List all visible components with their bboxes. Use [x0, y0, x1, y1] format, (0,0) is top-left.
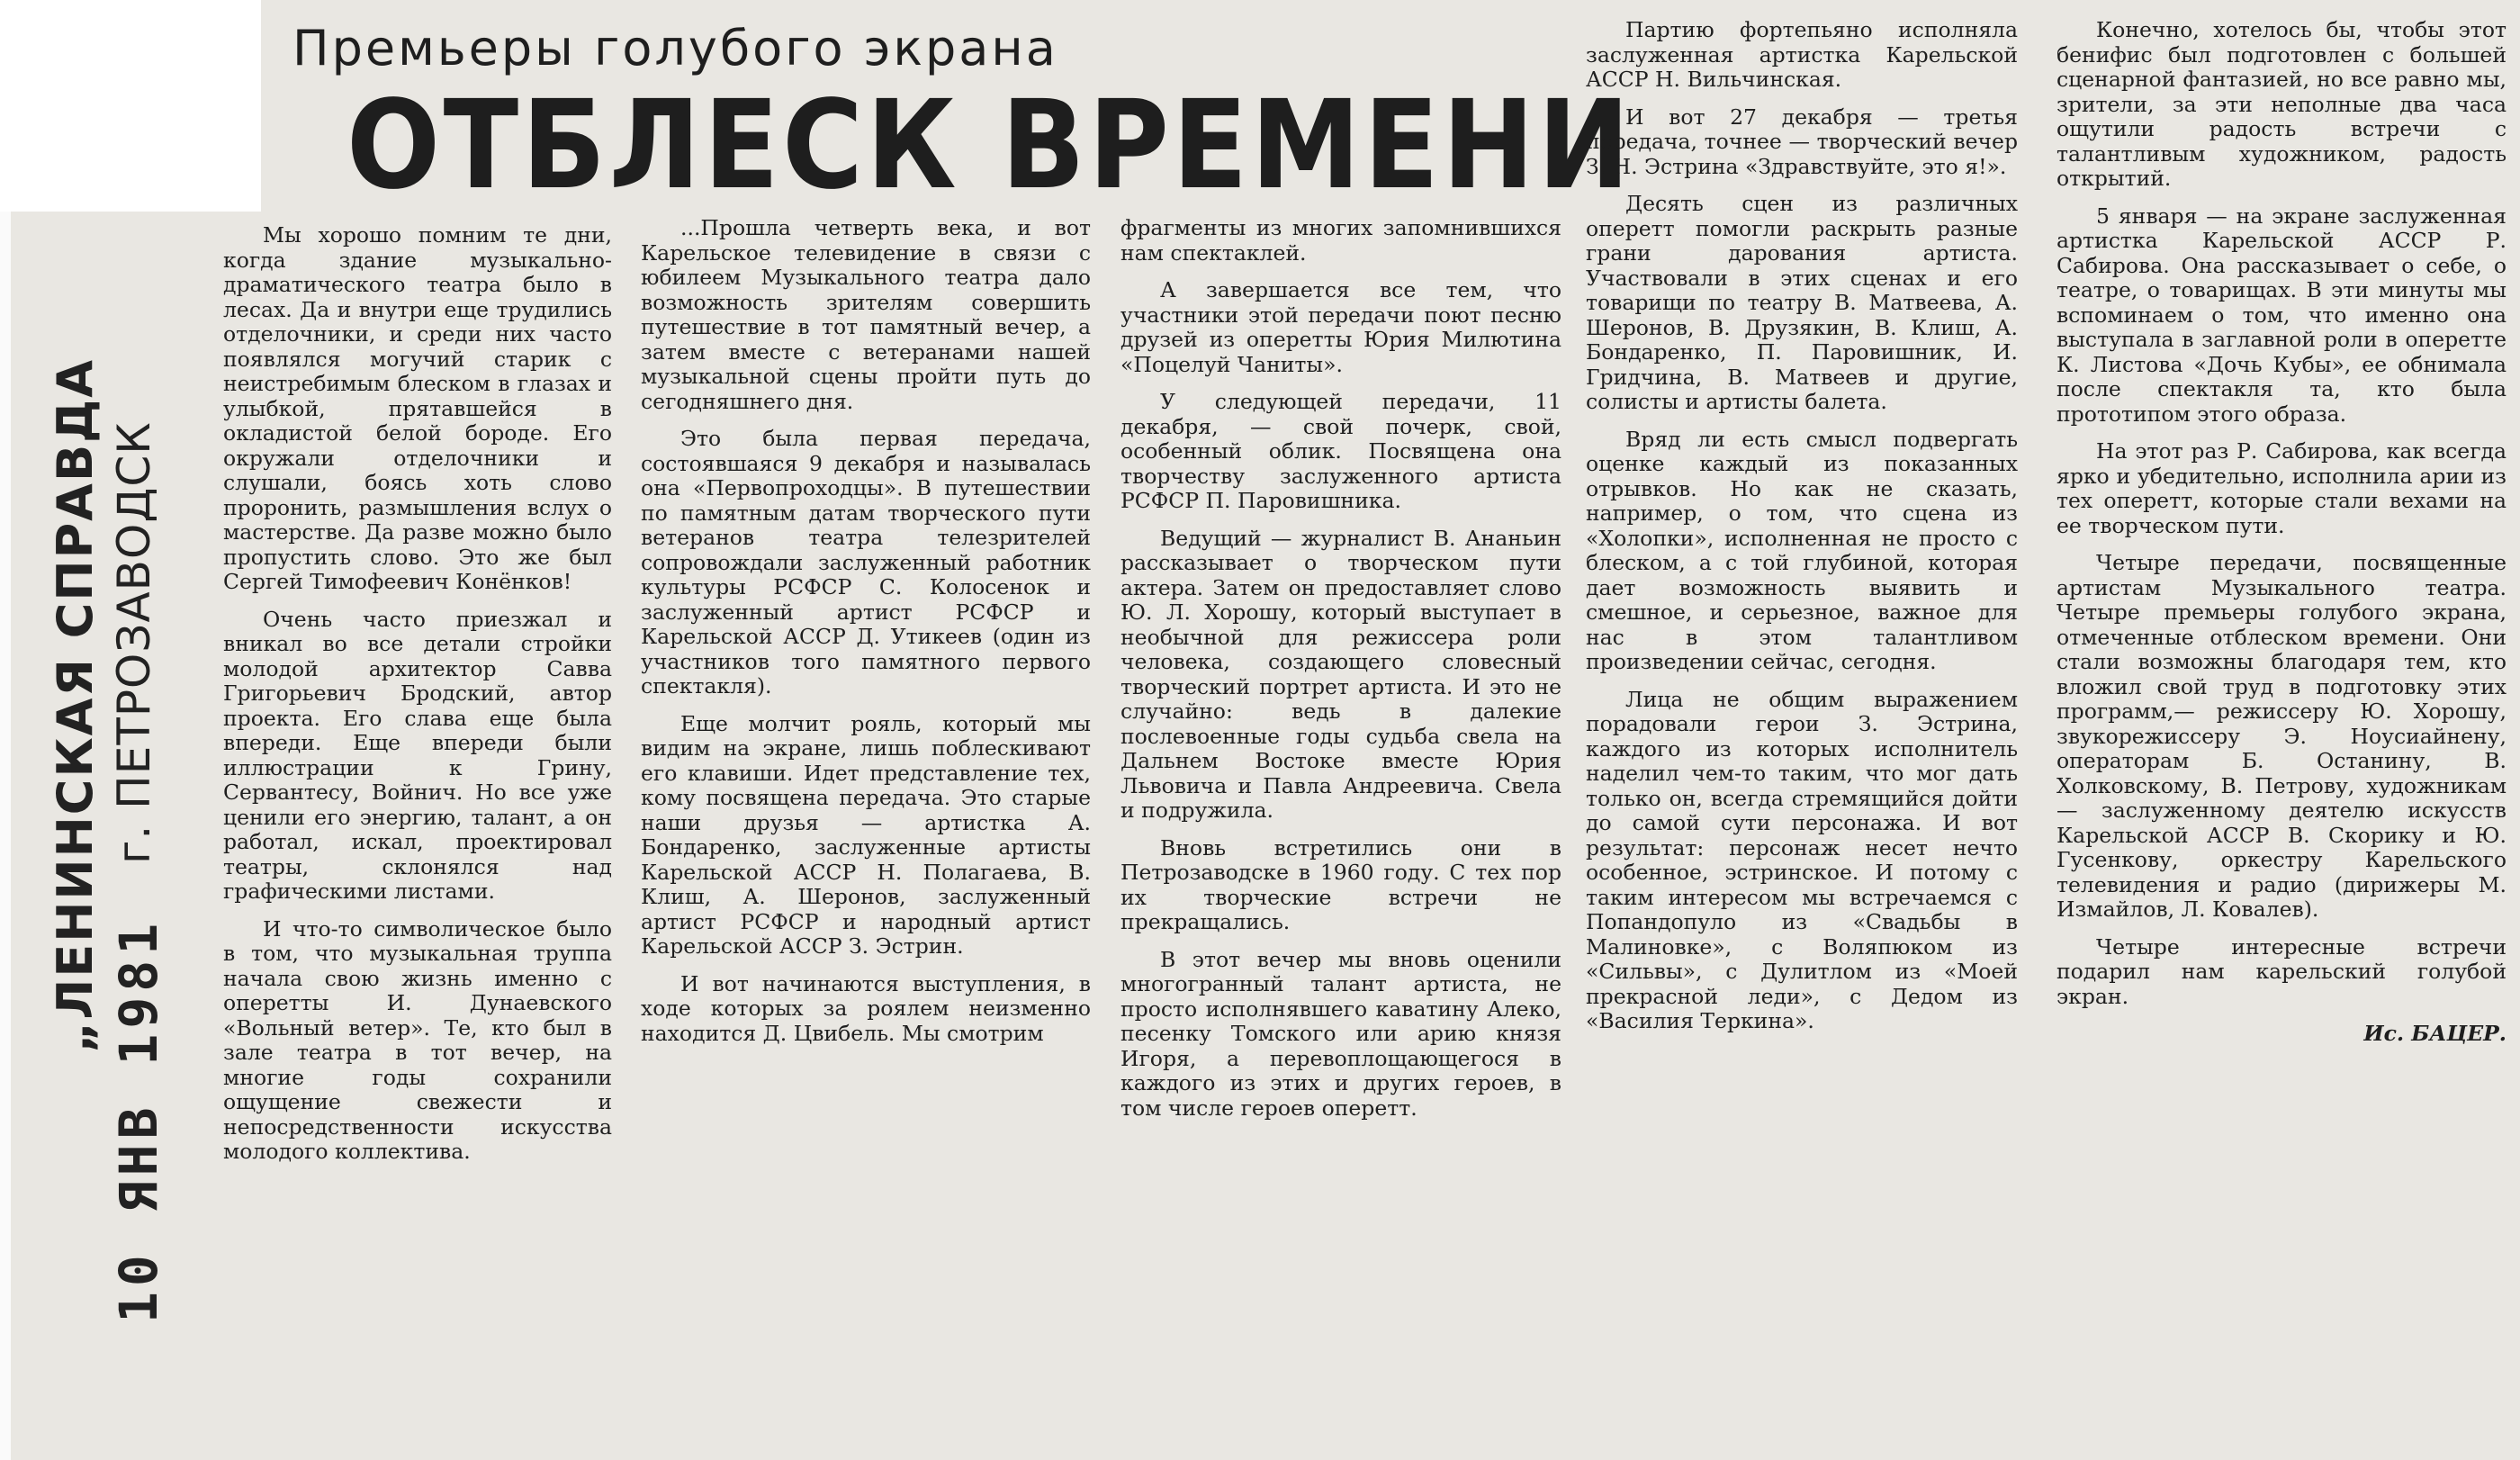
column-3-paragraph-1: фрагменты из многих запомнившихся нам спектаклей. [1120, 216, 1562, 266]
column-5-paragraph-4: Четыре передачи, посвященные артистам Музыкального театра. Четыре премьеры голубого экрана, отмеченные отблеском времени. Они стали возможны благодаря тем, кто вложил свой труд в подготовку этих программ,— режиссеру Ю. Хорошу, звукорежиссеру Э. Ноусиайнену, операторам Б. Останину, В. Холковскому, В. Петрову, художникам — заслуженному деятелю искусств Карельской АССР В. Скорику и Ю. Гусенкову, оркестру Карельского телевидения и радио (дирижеры М. Измайлов, Л. Ковалев). [2056, 550, 2506, 922]
column-1-paragraph-2: Очень часто приезжал и вникал во все детали стройки молодой архитектор Савва Григорьевич Бродский, автор проекта. Его слава еще была впереди. Еще впереди были иллюстрации к Грину, Сервантесу, Войнич. Но все уже ценили его энергию, талант, а он работал, искал, проектировал театры, склонялся над графическими листами. [223, 606, 612, 904]
article-column-1 [223, 223, 612, 1456]
column-4-paragraph-5: Лица не общим выражением порадовали герои З. Эстрина, каждого из которых исполнитель наделил чем-то таким, что мог дать только он, всегда стремящийся дойти до самой сути персонажа. И вот результат: персонаж несет нечто особенное, эстринское. И потому с таким интересом мы встречаемся с Попандопуло из «Свадьбы в Малиновке», с Воляпюком из «Сильвы», с Дулитлом из «Моей прекрасной леди», с Дедом из «Василия Теркина». [1586, 686, 2018, 1033]
column-2-paragraph-2: Это была первая передача, состоявшаяся 9 декабря и называлась она «Первопроходцы». В путешествии по памятным датам творческого пути ветеранов театра телезрителей сопровождали заслуженный работник культуры РСФСР С. Колосенок и заслуженный артист РСФСР и Карельской АССР Д. Утикеев (один из участников того памятного первого спектакля). [641, 426, 1091, 698]
stamp-date: 10 ЯНВ 1981 [107, 917, 169, 1323]
column-2-paragraph-4: И вот начинаются выступления, в ходе которых за роялем неизменно находится Д. Цвибель. Мы смотрим [641, 970, 1091, 1046]
article-kicker: Премьеры голубого экрана [292, 20, 1058, 77]
stamp-city: г. ПЕТРОЗАВОДСК [107, 421, 160, 864]
column-3-paragraph-2: А завершается все тем, что участники этой передачи поют песню друзей из оперетты Юрия Милютина «Поцелуй Чаниты». [1120, 277, 1562, 377]
column-1-paragraph-1: Мы хорошо помним те дни, когда здание музыкально-драматического театра было в лесах. Да и внутри еще трудились отделочники, и среди них часто появлялся могучий старик с неистребимым блеском в глазах и улыбкой, прятавшейся в окладистой белой бороде. Его окружали отделочники и слушали, боясь хоть слово проронить, размышления вслух о мастерстве. Да разве можно было пропустить слово. Это же был Сергей Тимофеевич Конёнков! [223, 223, 612, 594]
column-3-paragraph-3: У следующей передачи, 11 декабря, — свой почерк, свой, особенный облик. Посвящена она творчеству заслуженного артиста РСФСР П. Паровишника. [1120, 389, 1562, 513]
column-5-paragraph-2: 5 января — на экране заслуженная артистка Карельской АССР Р. Сабирова. Она рассказывает о себе, о театре, о товарищах. В эти минуты мы вспоминаем о том, что именно она выступала в заглавной роли в оперетте К. Листова «Дочь Кубы», ее обнимала после спектакля та, кто была прототипом этого образа. [2056, 203, 2506, 427]
archive-stamp [45, 225, 171, 1350]
column-4-paragraph-1: Партию фортепьяно исполняла заслуженная артистка Карельской АССР Н. Вильчинская. [1586, 18, 2018, 92]
column-2-paragraph-1: ...Прошла четверть века, и вот Карельское телевидение в связи с юбилеем Музыкального театра дало возможность зрителям совершить путешествие в тот памятный вечер, а затем вместе с ветеранами нашей музыкальной сцены пройти путь до сегодняшнего дня. [641, 216, 1091, 414]
column-3-paragraph-4: Ведущий — журналист В. Ананьин рассказывает о творческом пути актера. Затем он предоставляет слово Ю. Л. Хорошу, который выступает в необычной для режиссера роли человека, создающего словесный творческий портрет артиста. И это не случайно: ведь в далекие послевоенные годы судьба свела на Дальнем Востоке вместе Юрия Львовича и Павла Андреевича. Свела и подружила. [1120, 525, 1562, 823]
stamp-newspaper-name: „ЛЕНИНСКАЯ СПРАВДА [47, 358, 104, 1053]
background-strip [0, 212, 11, 1460]
column-4-paragraph-2: И вот 27 декабря — третья передача, точнее — творческий вечер З. Н. Эстрина «Здравствуйте, это я!». [1586, 104, 2018, 179]
column-5-paragraph-3: На этот раз Р. Сабирова, как всегда ярко и убедительно, исполнила арии из тех оперетт, которые стали вехами на ее творческом пути. [2056, 438, 2506, 538]
column-5-paragraph-5: Четыре интересные встречи подарил нам карельский голубой экран. [2056, 933, 2506, 1009]
column-1-paragraph-3: И что-то символическое было в том, что музыкальная труппа начала свою жизнь именно с оперетты И. Дунаевского «Вольный ветер». Те, кто был в зале театра в тот вечер, на многие годы сохранили ощущение свежести и непосредственности искусства молодого коллектива. [223, 915, 612, 1164]
article-column-2 [641, 216, 1091, 1456]
column-2-paragraph-3: Еще молчит рояль, который мы видим на экране, лишь поблескивают его клавиши. Идет представление тех, кому посвящена передача. Это старые наши друзья — артистка А. Бондаренко, заслуженные артисты Карельской АССР Н. Полагаева, В. Клиш, А. Шеронов, заслуженный артист РСФСР и народный артист Карельской АССР З. Эстрин. [641, 710, 1091, 959]
article-column-5 [2056, 18, 2506, 1456]
article-headline: ОТБЛЕСК ВРЕМЕНИ [346, 75, 1634, 217]
author-signature: Ис. БАЦЕР. [2363, 1021, 2506, 1046]
column-5-paragraph-1: Конечно, хотелось бы, чтобы этот бенифис был подготовлен с большей сценарной фантазией, но все равно мы, зрители, за эти неполные два часа ощутили радость встречи с талантливым художником, радость открытий. [2056, 18, 2506, 191]
column-3-paragraph-5: Вновь встретились они в Петрозаводске в 1960 году. С тех пор их творческие встречи не прекращались. [1120, 834, 1562, 934]
article-column-3 [1120, 216, 1562, 1456]
column-3-paragraph-6: В этот вечер мы вновь оценили многогранный талант артиста, не просто исполнявшего каватину Алеко, песенку Томского или арию князя Игоря, а перевоплощающегося в каждого из этих и других героев, в том числе героев оперетт. [1120, 946, 1562, 1121]
column-4-paragraph-3: Десять сцен из различных оперетт помогли раскрыть разные грани дарования артиста. Участвовали в этих сценах и его товарищи по театру В. Матвеева, А. Шеронов, В. Друзякин, В. Клиш, А. Бондаренко, П. Паровишник, И. Гридчина, В. Матвеев и другие, солисты и артисты балета. [1586, 191, 2018, 414]
article-column-4 [1586, 18, 2018, 1456]
column-4-paragraph-4: Вряд ли есть смысл подвергать оценке каждый из показанных отрывков. Но как не сказать, например, о том, что сцена из «Холопки», исполненная не просто с блеском, а с той глубиной, которая дает возможность выявить и смешное, и серьезное, важное для нас в этом талантливом произведении сейчас, сегодня. [1586, 426, 2018, 674]
background-corner [0, 0, 261, 212]
